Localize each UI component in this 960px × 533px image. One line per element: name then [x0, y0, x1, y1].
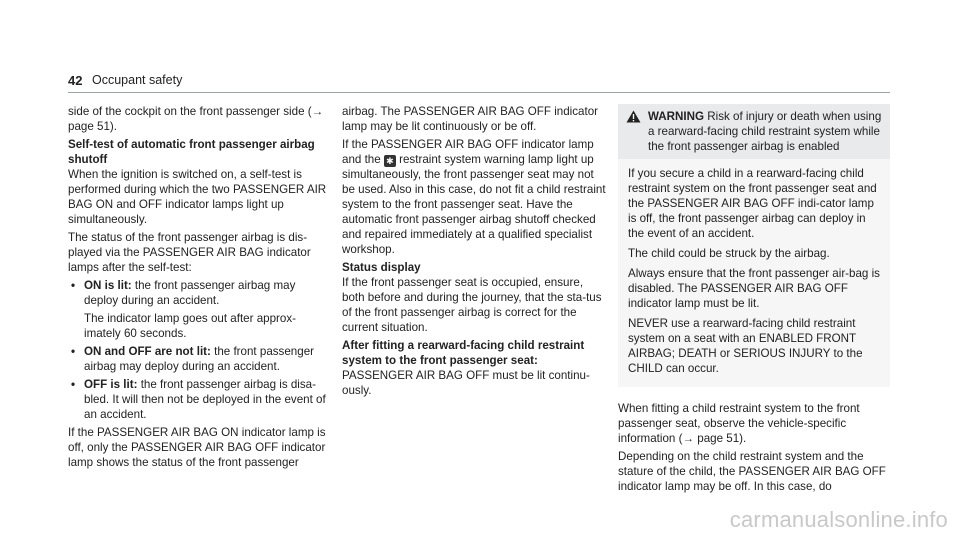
- column-middle: [342, 104, 606, 401]
- paragraph: If the PASSENGER AIR BAG ON indicator lamp is off, only the PASSENGER AIR BAG OFF indicator lamp shows the status of the front passenger: [68, 426, 326, 469]
- status-list: [68, 278, 332, 422]
- column-right: [618, 104, 890, 497]
- warning-title-text: Risk of injury or death when using a rearward-facing child restraint system while the front passenger airbag is enabled: [648, 110, 882, 153]
- list-item-text: the front passenger airbag may deploy during an accident.: [84, 279, 296, 307]
- paragraph: Depending on the child restraint system and the stature of the child, the PASSENGER AIR BAG OFF indicator lamp may be off. In this case, do: [618, 450, 886, 493]
- bullet-icon: •: [71, 378, 76, 391]
- self-test-heading: Self-test of automatic front passenger airbag shutoff: [68, 138, 315, 166]
- warning-paragraph: Always ensure that the front passenger air-bag is disabled. The PASSENGER AIR BAG OFF indicator lamp must be lit.: [628, 267, 880, 310]
- list-item: [68, 344, 332, 374]
- paragraph: When fitting a child restraint system to the front passenger seat, observe the vehicle-specific information (→ page 51).: [618, 402, 860, 445]
- paragraph-text: restraint system warning lamp light up simultaneously, the front passenger seat may not be used. Also in this case, do not fit a child restraint system to the front passenger seat. Have the automatic front passenger airbag shutoff checked and repaired immediately at a qualified specialist workshop.: [342, 153, 606, 256]
- list-item-label: OFF is lit:: [84, 378, 138, 391]
- warning-triangle-icon: [626, 109, 648, 154]
- paragraph: If the front passenger seat is occupied, ensure, both before and during the journey, that the sta-tus of the front passenger airbag is correct for the current situation.: [342, 276, 602, 334]
- list-item-label: ON is lit:: [84, 279, 132, 292]
- status-display-heading: Status display: [342, 261, 421, 274]
- warning-paragraph: If you secure a child in a rearward-facing child restraint system on the front passenger seat and the PASSENGER AIR BAG OFF indi-cator lamp is off, the front passenger airbag can deploy in the event of an accident.: [628, 167, 877, 240]
- paragraph: airbag. The PASSENGER AIR BAG OFF indicator lamp may be lit continuously or be off.: [342, 105, 599, 133]
- list-item: [68, 377, 332, 422]
- page-header: [68, 70, 890, 93]
- paragraph-text: If the PASSENGER AIR BAG OFF indicator lamp and the: [342, 138, 594, 166]
- paragraph: side of the cockpit on the front passenger side (→ page 51).: [68, 105, 324, 133]
- warning-title: [648, 109, 882, 154]
- warning-paragraph: NEVER use a rearward-facing child restraint system on a seat with an ENABLED FRONT AIRBAG; DEATH or SERIOUS INJURY to the CHILD can occur.: [628, 317, 863, 375]
- paragraph: PASSENGER AIR BAG OFF must be lit continu-ously.: [342, 369, 590, 397]
- bullet-icon: •: [71, 279, 76, 292]
- warning-header: [618, 104, 890, 159]
- list-item-subtext: The indicator lamp goes out after approx-imately 60 seconds.: [84, 312, 297, 340]
- column-left: [68, 104, 332, 473]
- paragraph: When the ignition is switched on, a self-test is performed during which the two PASSENGER AIR BAG ON and OFF indicator lamps light up simultaneously.: [68, 168, 327, 226]
- warning-box: [618, 104, 890, 387]
- section-title: Occupant safety: [92, 73, 183, 87]
- list-item-text: the front passenger airbag is disa-bled. It will then not be deployed in the event of an accident.: [84, 378, 326, 421]
- page-number: 42: [68, 73, 83, 88]
- bullet-icon: •: [71, 345, 76, 358]
- watermark: carmanualsonline.info: [729, 507, 948, 532]
- fitting-heading: After fitting a rearward-facing child restraint system to the front passenger seat:: [342, 339, 585, 367]
- list-item-text: the front passenger airbag may deploy during an accident.: [84, 345, 315, 373]
- list-item-label: ON and OFF are not lit:: [84, 345, 211, 358]
- paragraph: The status of the front passenger airbag is dis-played via the PASSENGER AIR BAG indicator lamps after the self-test:: [68, 231, 311, 274]
- paragraph: [342, 137, 606, 257]
- warning-paragraph: The child could be struck by the airbag.: [628, 247, 830, 260]
- warning-label: WARNING: [648, 110, 705, 123]
- list-item: [68, 278, 332, 341]
- restraint-system-warning-icon: ✱: [384, 155, 396, 167]
- warning-body: [618, 159, 890, 387]
